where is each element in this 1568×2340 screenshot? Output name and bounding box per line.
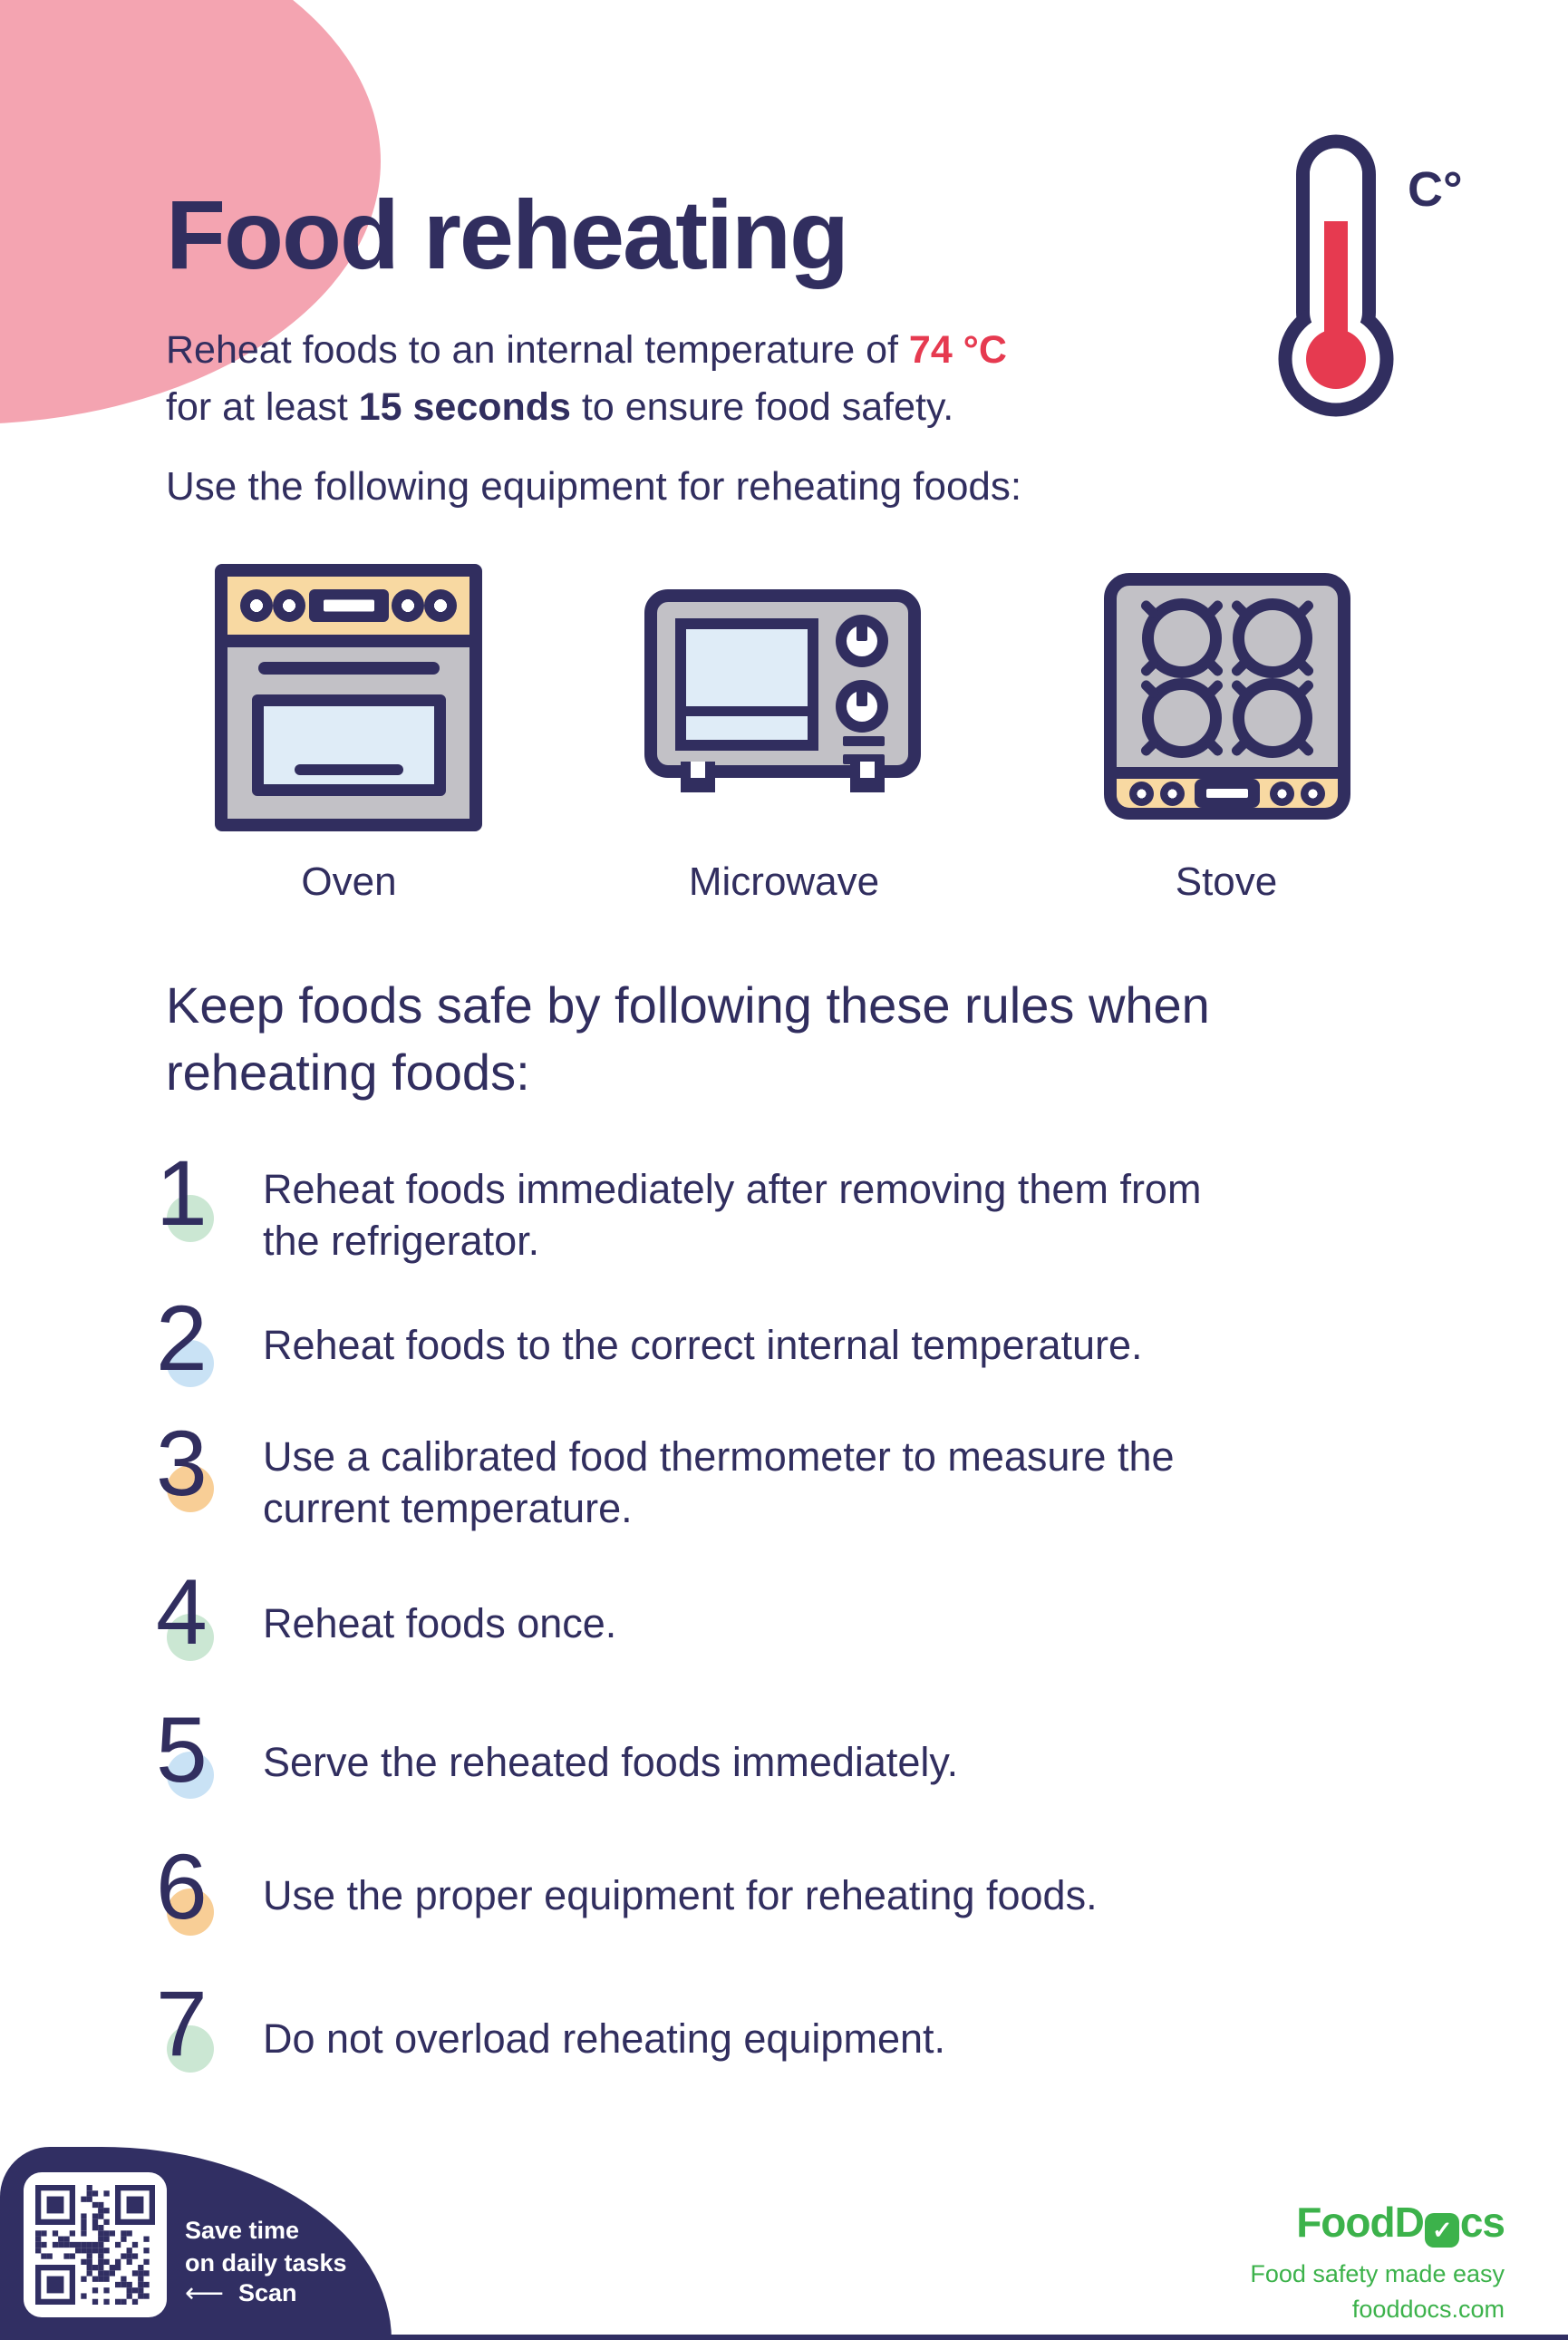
stove-knob-icon bbox=[1301, 782, 1325, 806]
equipment-heading: Use the following equipment for reheating foods: bbox=[166, 464, 1022, 509]
rule-item-5-text: Serve the reheated foods immediately. bbox=[263, 1739, 959, 1785]
qr-caption bbox=[185, 2214, 347, 2279]
burner-icon bbox=[1233, 598, 1312, 678]
left-arrow-icon: ⟵ bbox=[185, 2277, 225, 2309]
rule-item-3-text: Use a calibrated food thermometer to measure the current temperature. bbox=[263, 1433, 1175, 1531]
microwave-label: Microwave bbox=[688, 859, 880, 904]
oven-icon bbox=[215, 564, 482, 831]
brand-logo: FoodD ✓ cs bbox=[1296, 2199, 1505, 2246]
brand-block bbox=[1250, 2198, 1505, 2324]
burner-icon bbox=[1142, 678, 1222, 758]
stove-label: Stove bbox=[1175, 859, 1278, 904]
bottom-bar bbox=[0, 2335, 1568, 2340]
rule-item-6-text: Use the proper equipment for reheating foods. bbox=[263, 1872, 1098, 1918]
oven-control-panel bbox=[227, 577, 469, 647]
duration-highlight: 15 seconds bbox=[358, 385, 571, 429]
intro-text bbox=[166, 322, 1007, 436]
rule-item-5-number: 5 bbox=[156, 1706, 256, 1806]
stove-knob-icon bbox=[1270, 782, 1294, 806]
qr-caption-line2: on daily tasks bbox=[185, 2249, 347, 2277]
rule-item-2-number: 2 bbox=[156, 1295, 256, 1394]
page-title: Food reheating bbox=[166, 180, 847, 290]
stove-control-panel bbox=[1117, 767, 1338, 808]
rule-item-6-number: 6 bbox=[156, 1843, 256, 1943]
oven-knob-icon bbox=[424, 589, 457, 622]
stove-icon bbox=[1104, 573, 1350, 820]
rule-item-4-number: 4 bbox=[156, 1568, 256, 1668]
temperature-highlight: 74 °C bbox=[908, 328, 1007, 372]
oven-body bbox=[227, 647, 469, 806]
oven-handle bbox=[258, 662, 440, 675]
oven-knob-icon bbox=[273, 589, 305, 622]
microwave-leg bbox=[681, 762, 715, 792]
scan-row bbox=[185, 2277, 297, 2309]
microwave-leg bbox=[850, 762, 885, 792]
stove-knob-icon bbox=[1129, 782, 1154, 806]
microwave-window bbox=[675, 618, 818, 751]
rules-heading: Keep foods safe by following these rules when reheating foods: bbox=[166, 976, 1210, 1101]
oven-knob-icon bbox=[392, 589, 424, 622]
rule-item-2-text: Reheat foods to the correct internal temperature. bbox=[263, 1322, 1143, 1368]
microwave-button-bar bbox=[843, 736, 885, 746]
rule-item-3-number: 3 bbox=[156, 1420, 256, 1520]
stove-knob-icon bbox=[1160, 782, 1185, 806]
intro-part2: for at least bbox=[166, 385, 359, 429]
qr-caption-line1: Save time bbox=[185, 2217, 300, 2244]
check-icon: ✓ bbox=[1425, 2213, 1459, 2248]
scan-label: Scan bbox=[238, 2279, 297, 2306]
oven-label: Oven bbox=[301, 859, 397, 904]
microwave-dial-icon bbox=[836, 615, 888, 667]
intro-part3: to ensure food safety. bbox=[570, 385, 954, 429]
rule-item-7-number: 7 bbox=[156, 1980, 256, 2080]
brand-website: fooddocs.com bbox=[1351, 2296, 1505, 2323]
burner-icon bbox=[1142, 598, 1222, 678]
stove-burners bbox=[1117, 586, 1338, 767]
rule-item-1-number: 1 bbox=[156, 1150, 256, 1249]
microwave-window-divider bbox=[686, 706, 808, 716]
microwave-body bbox=[644, 589, 921, 778]
thermometer-icon bbox=[1276, 134, 1398, 417]
oven-knob-icon bbox=[240, 589, 273, 622]
celsius-unit-label: C° bbox=[1408, 162, 1463, 217]
rule-item-4-text: Reheat foods once. bbox=[263, 1600, 617, 1646]
microwave-dial-icon bbox=[836, 680, 888, 733]
burner-icon bbox=[1233, 678, 1312, 758]
oven-display bbox=[309, 589, 389, 622]
stove-display bbox=[1195, 779, 1260, 808]
rule-item-1-text: Reheat foods immediately after removing them from the refrigerator. bbox=[263, 1166, 1202, 1264]
intro-part1: Reheat foods to an internal temperature of bbox=[166, 328, 909, 372]
oven-door-window bbox=[252, 694, 446, 796]
brand-tagline: Food safety made easy bbox=[1250, 2260, 1505, 2287]
qr-code bbox=[35, 2185, 155, 2305]
qr-card bbox=[24, 2172, 167, 2317]
microwave-icon bbox=[644, 589, 921, 778]
oven-door-bar bbox=[295, 764, 403, 775]
rule-item-7-text: Do not overload reheating equipment. bbox=[263, 2015, 946, 2062]
